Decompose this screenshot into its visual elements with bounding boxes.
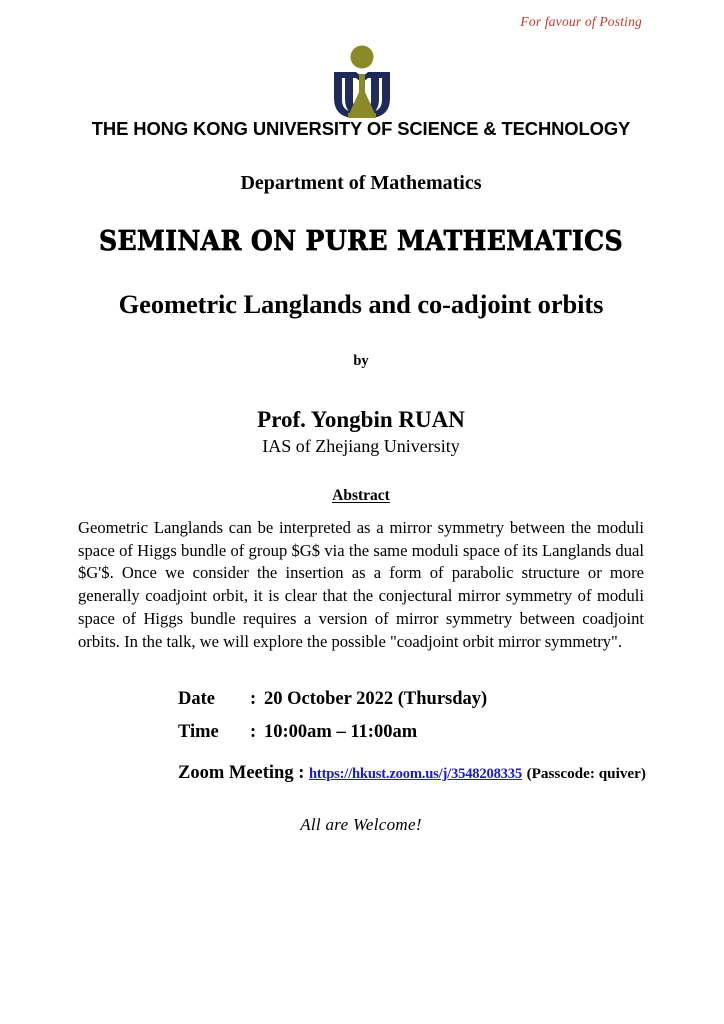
- time-value: 10:00am – 11:00am: [264, 721, 418, 742]
- zoom-meeting-row: [178, 755, 644, 784]
- seminar-series-title: SEMINAR ON PURE MATHEMATICS: [99, 226, 623, 257]
- zoom-meeting-link[interactable]: https://hkust.zoom.us/j/3548208335: [309, 766, 522, 783]
- date-value: 20 October 2022 (Thursday): [264, 689, 488, 710]
- abstract-heading: Abstract: [332, 487, 390, 504]
- zoom-meeting-label: Zoom Meeting :: [178, 763, 305, 784]
- poster-content: [78, 118, 644, 835]
- logo-container: [0, 44, 724, 120]
- event-details: [78, 653, 644, 784]
- time-separator: :: [250, 721, 257, 742]
- by-label: by: [353, 353, 369, 369]
- time-row: [178, 723, 644, 756]
- posting-note: For favour of Posting: [520, 14, 642, 29]
- zoom-passcode: (Passcode: quiver): [526, 765, 646, 783]
- time-label: Time: [178, 721, 219, 742]
- speaker-affiliation: IAS of Zhejiang University: [262, 436, 460, 456]
- welcome-note: All are Welcome!: [300, 815, 422, 835]
- speaker-name: Prof. Yongbin RUAN: [257, 407, 465, 432]
- hkust-logo-icon: [326, 44, 398, 120]
- university-name: THE HONG KONG UNIVERSITY OF SCIENCE & TECHNOLOGY: [91, 118, 631, 139]
- department-name: Department of Mathematics: [240, 172, 482, 194]
- talk-title: Geometric Langlands and co-adjoint orbits: [118, 289, 604, 319]
- date-label: Date: [178, 689, 215, 710]
- date-row: [178, 690, 644, 723]
- abstract-text: Geometric Langlands can be interpreted as a mirror symmetry between the moduli space of Higgs bundle of group $G$ via the same moduli space of its Langlands dual $G'$. Once we consider the insertion as a form of parabolic structure or more generally coadjoint orbit, it is clear that the conjectural mirror symmetry of moduli space of Higgs bundle requires a version of mirror symmetry between coadjoint orbits. In the talk, we will explore the possible "coadjoint orbit mirror symmetry".: [78, 518, 644, 651]
- date-separator: :: [250, 689, 257, 710]
